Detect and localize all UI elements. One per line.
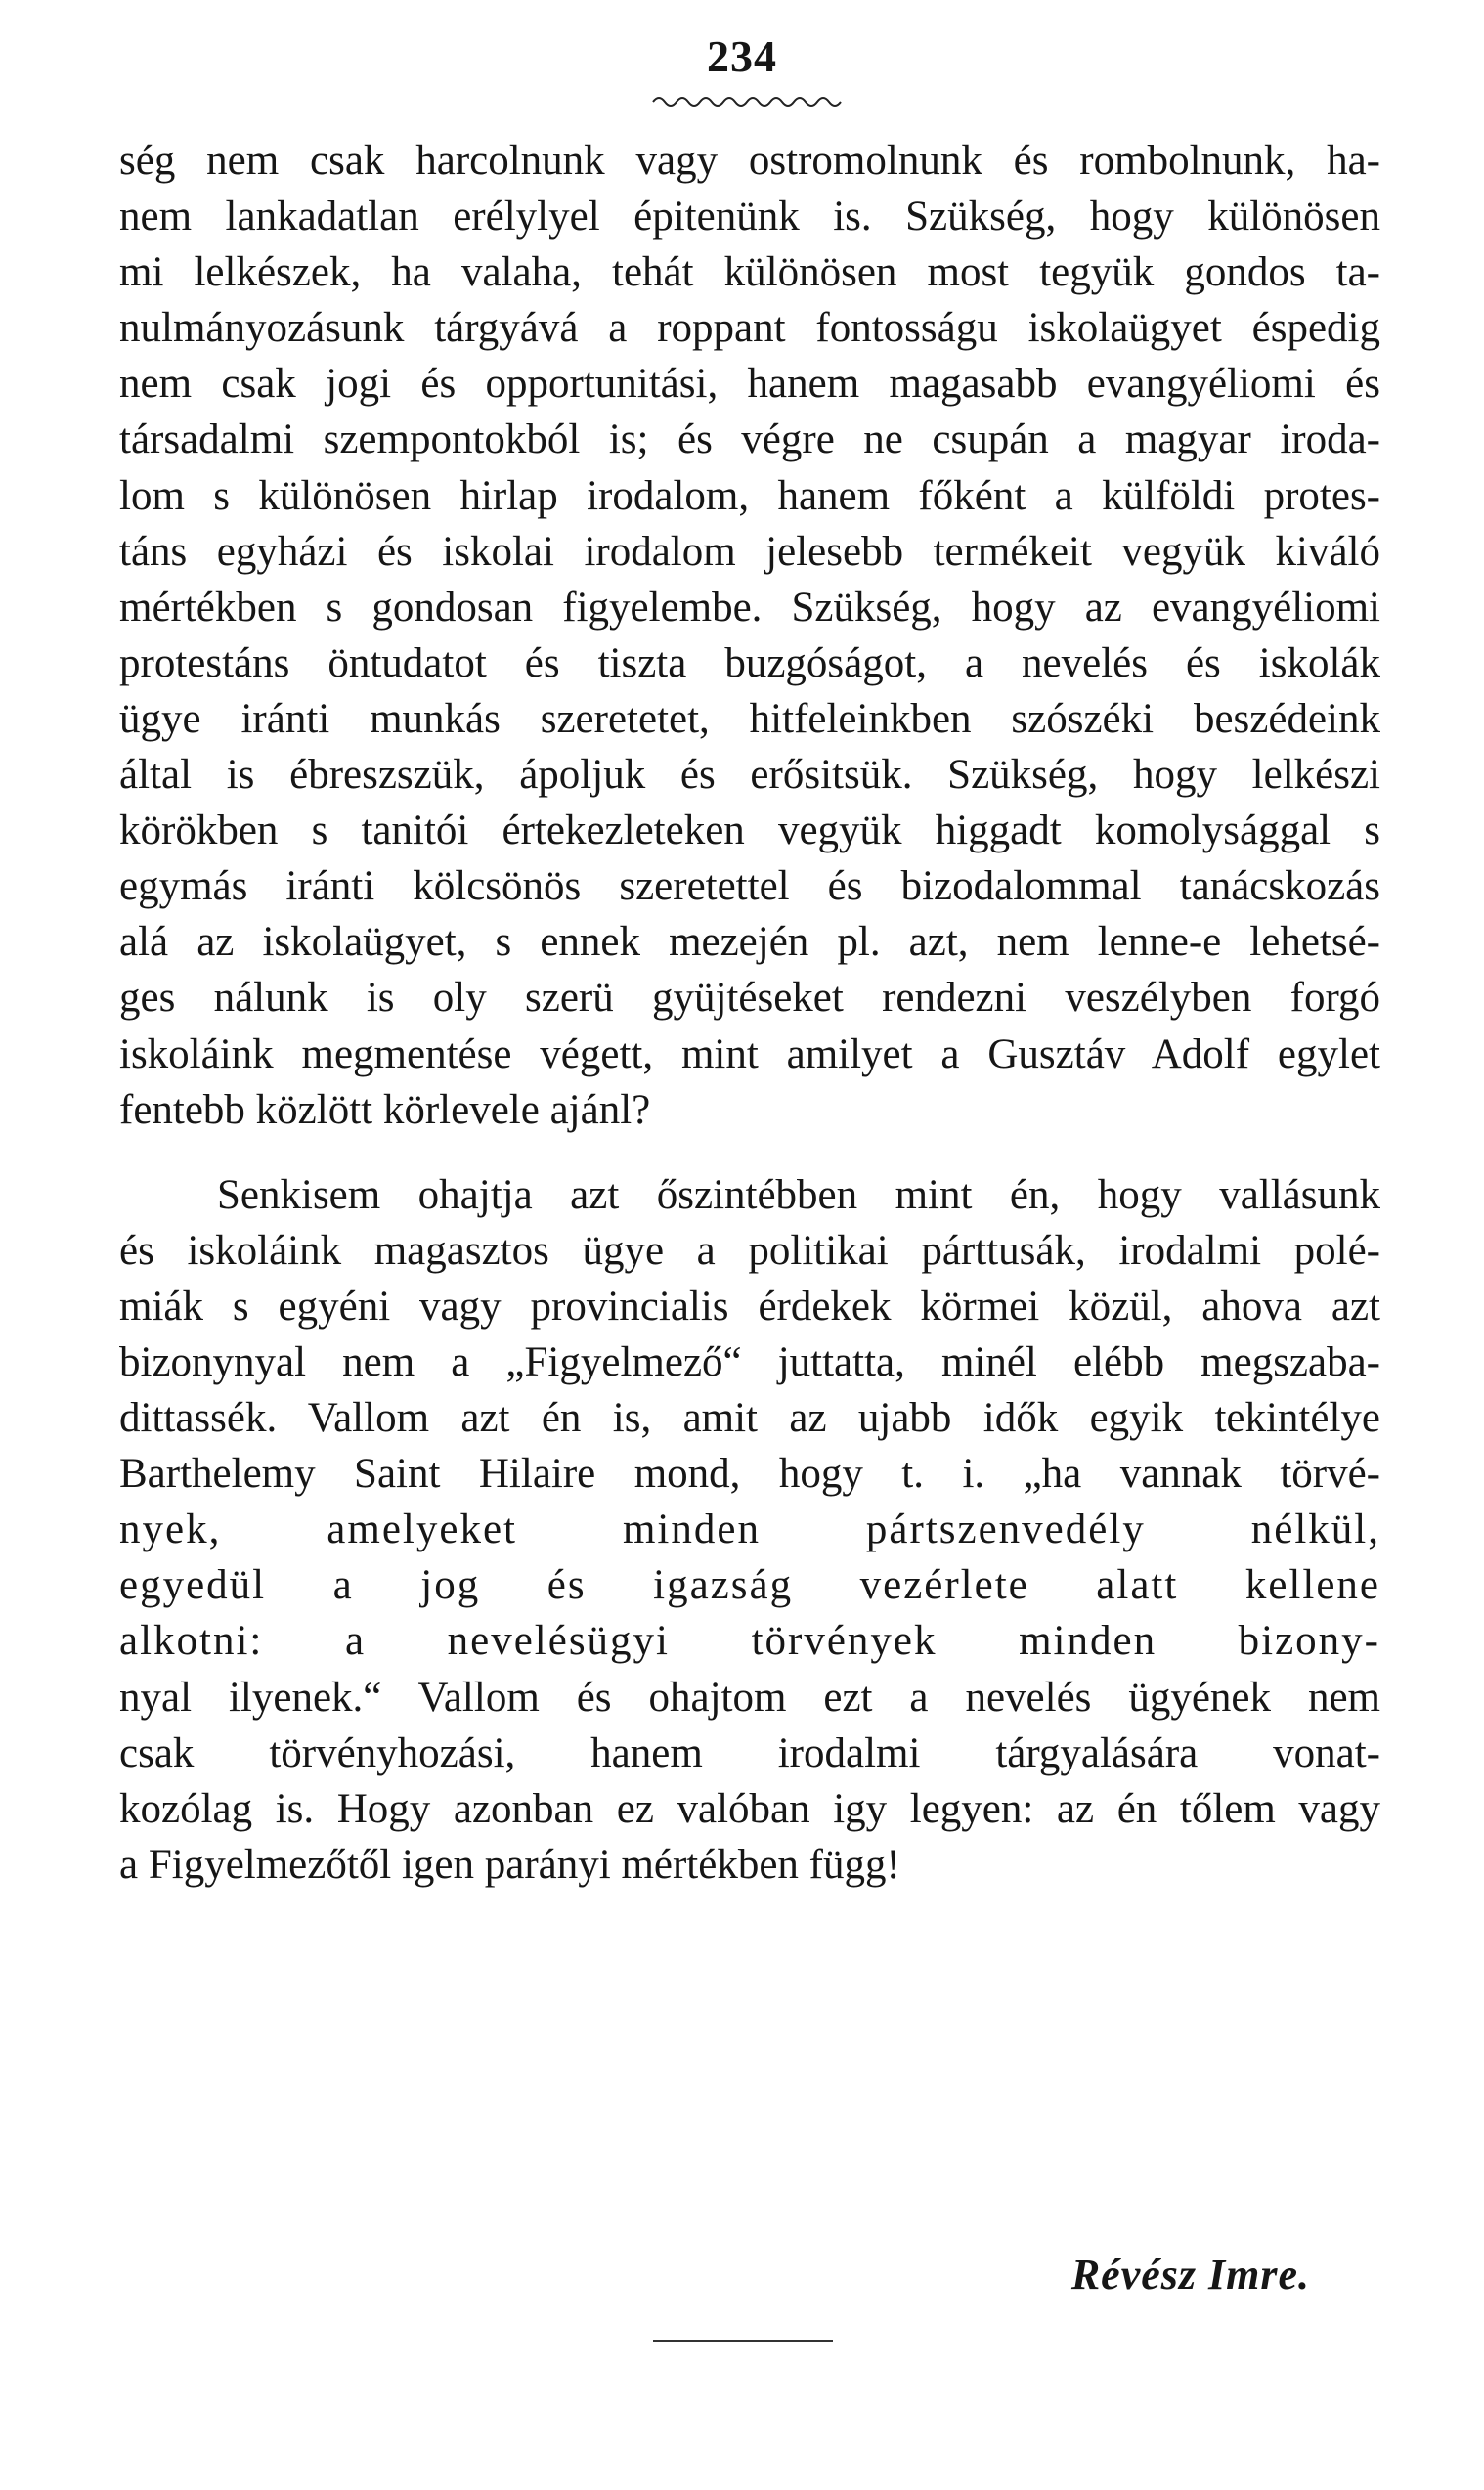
text-line: bizonynyal nem a „Figyelmező“ juttatta, minél elébb megszaba- <box>119 1338 1380 1385</box>
text-line: táns egyházi és iskolai irodalom jelesebb termékeit vegyük kiváló <box>119 528 1380 575</box>
wavy-ornament-icon <box>649 90 845 109</box>
paragraph-1 <box>119 133 1380 1138</box>
text-line: társadalmi szempontokból is; és végre ne csupán a magyar iroda- <box>119 416 1380 463</box>
text-line: fentebb közlött körlevele ajánl? <box>119 1086 651 1133</box>
author-signature: Révész Imre. <box>1070 2250 1310 2298</box>
text-line: Barthelemy Saint Hilaire mond, hogy t. i. „ha vannak törvé- <box>119 1451 1380 1498</box>
text-line: ges nálunk is oly szerü gyüjtéseket rendezni veszélyben forgó <box>119 975 1380 1022</box>
text-line: egymás iránti kölcsönös szeretettel és bizodalommal tanácskozás <box>119 863 1380 910</box>
text-line: a Figyelmezőtől igen parányi mértékben függ! <box>119 1841 900 1888</box>
text-line: alá az iskolaügyet, s ennek mezején pl. azt, nem lenne-e lehetsé- <box>119 919 1380 966</box>
text-line: csak törvényhozási, hanem irodalmi tárgyalására vonat- <box>119 1729 1380 1776</box>
text-line: és iskoláink magasztos ügye a politikai párttusák, irodalmi polé- <box>119 1227 1380 1274</box>
text-line: iskoláink megmentése végett, mint amilyet a Gusztáv Adolf egylet <box>119 1030 1380 1077</box>
paragraph-gap <box>119 1138 1380 1167</box>
text-line: Senkisem ohajtja azt őszintébben mint én, hogy vallásunk <box>217 1171 1380 1218</box>
text-line: miák s egyéni vagy provincialis érdekek körmei közül, ahova azt <box>119 1283 1380 1330</box>
text-line: körökben s tanitói értekezleteken vegyük higgadt komolysággal s <box>119 808 1380 854</box>
text-line: nyek, amelyeket minden pártszenvedély nélkül, <box>119 1507 1380 1553</box>
paragraph-2 <box>119 1167 1380 1893</box>
body-text <box>119 133 1380 1893</box>
text-line: nulmányozásunk tárgyává a roppant fontosságu iskolaügyet éspedig <box>119 305 1380 352</box>
text-line: lom s különösen hirlap irodalom, hanem főként a külföldi protes- <box>119 472 1380 519</box>
text-line: nem lankadatlan erélylyel épitenünk is. Szükség, hogy különösen <box>119 194 1380 240</box>
text-line: által is ébreszszük, ápoljuk és erősitsük. Szükség, hogy lelkészi <box>119 752 1380 799</box>
text-line: egyedül a jog és igazság vezérlete alatt kellene <box>119 1562 1380 1609</box>
text-line: nem csak jogi és opportunitási, hanem magasabb evangyéliomi és <box>119 361 1380 408</box>
end-divider <box>653 2340 833 2342</box>
text-line: ügye iránti munkás szeretetet, hitfeleinkben szószéki beszédeink <box>119 695 1380 742</box>
text-line: nyal ilyenek.“ Vallom és ohajtom ezt a nevelés ügyének nem <box>119 1674 1380 1721</box>
text-line: dittassék. Vallom azt én is, amit az ujabb idők egyik tekintélye <box>119 1395 1380 1442</box>
text-line: alkotni: a nevelésügyi törvények minden bizony- <box>119 1618 1380 1665</box>
text-line: protestáns öntudatot és tiszta buzgóságot, a nevelés és iskolák <box>119 639 1380 686</box>
text-line: kozólag is. Hogy azonban ez valóban igy legyen: az én tőlem vagy <box>119 1785 1380 1832</box>
text-line: ség nem csak harcolnunk vagy ostromolnunk és rombolnunk, ha- <box>119 138 1380 184</box>
text-line: mi lelkészek, ha valaha, tehát különösen most tegyük gondos ta- <box>119 249 1380 296</box>
text-line: mértékben s gondosan figyelembe. Szükség, hogy az evangyéliomi <box>119 584 1380 631</box>
page-number: 234 <box>707 31 777 81</box>
